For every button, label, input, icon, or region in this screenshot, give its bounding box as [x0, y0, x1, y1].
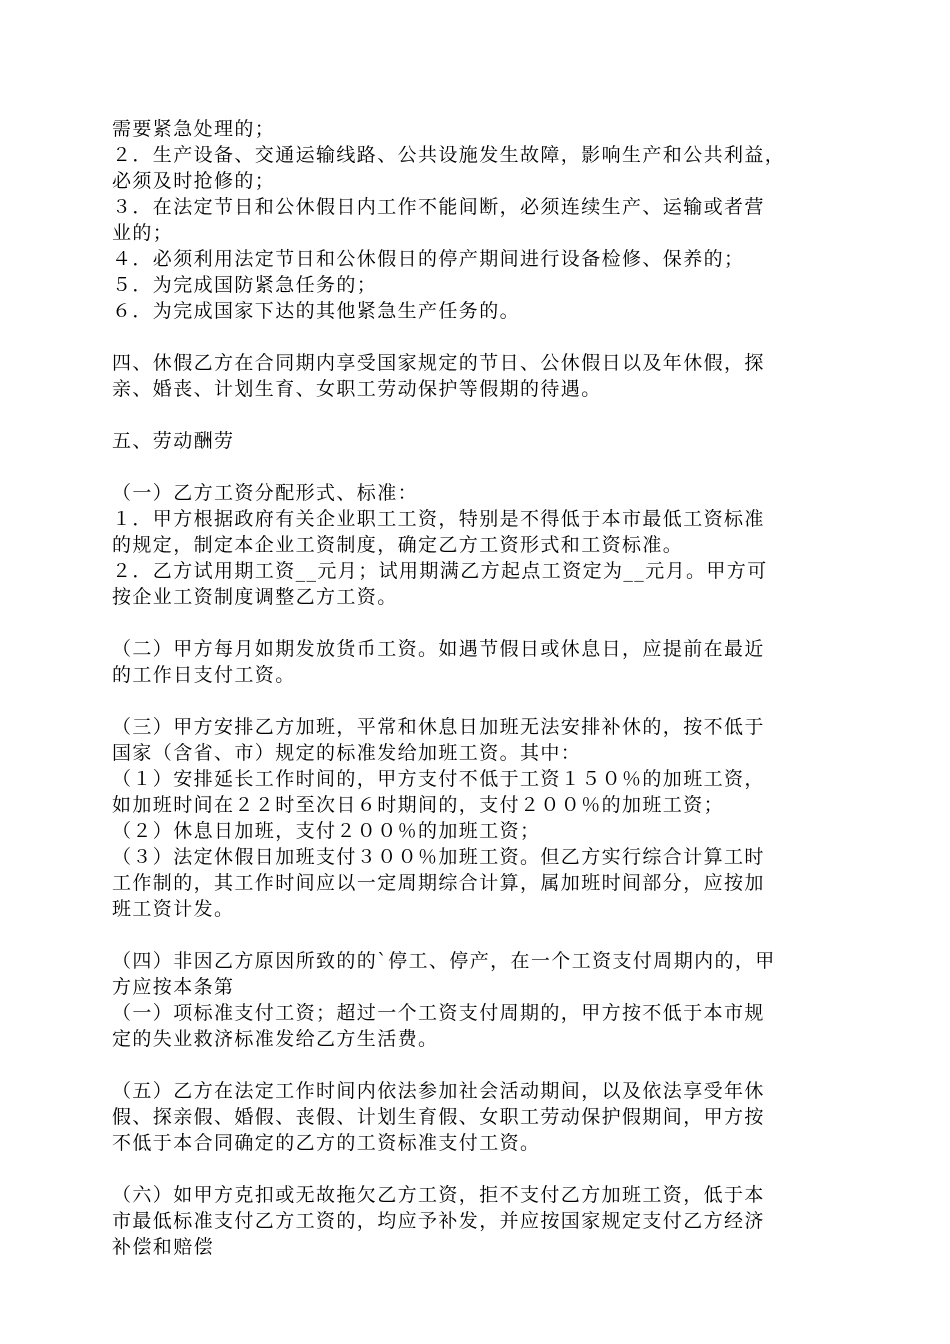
text-line: （一）乙方工资分配形式、标准：	[112, 482, 419, 504]
text-line: ３．在法定节日和公休假日内工作不能间断，必须连续生产、运输或者营	[112, 196, 765, 218]
text-line: 的工作日支付工资。	[112, 664, 296, 686]
text-line: １．甲方根据政府有关企业职工工资，特别是不得低于本市最低工资标准	[112, 508, 765, 530]
paragraph	[112, 350, 852, 402]
paragraph-gap	[112, 688, 852, 714]
paragraph-gap	[112, 1156, 852, 1182]
paragraph	[112, 1182, 852, 1260]
paragraph	[112, 948, 852, 1052]
text-line: 不低于本合同确定的乙方的工资标准支付工资。	[112, 1132, 541, 1154]
paragraph	[112, 714, 852, 922]
paragraph-gap	[112, 454, 852, 480]
paragraph	[112, 116, 852, 324]
text-line: ２．生产设备、交通运输线路、公共设施发生故障，影响生产和公共利益，	[112, 144, 786, 166]
paragraph	[112, 636, 852, 688]
text-line: 亲、婚丧、计划生育、女职工劳动保护等假期的待遇。	[112, 378, 602, 400]
text-line: 四、休假乙方在合同期内享受国家规定的节日、公休假日以及年休假，探	[112, 352, 765, 374]
text-line: 工作制的，其工作时间应以一定周期综合计算，属加班时间部分，应按加	[112, 872, 765, 894]
text-line: 需要紧急处理的；	[112, 118, 276, 140]
text-line: ２．乙方试用期工资__元月；试用期满乙方起点工资定为__元月。甲方可	[112, 560, 768, 582]
text-line: ４．必须利用法定节日和公休假日的停产期间进行设备检修、保养的；	[112, 248, 745, 270]
text-line: 业的；	[112, 222, 174, 244]
text-line: （五）乙方在法定工作时间内依法参加社会活动期间，以及依法享受年休	[112, 1080, 765, 1102]
paragraph	[112, 480, 852, 610]
text-line: 方应按本条第	[112, 976, 235, 998]
text-line: （１）安排延长工作时间的，甲方支付不低于工资１５０％的加班工资，	[112, 768, 765, 790]
text-line: 如加班时间在２２时至次日６时期间的，支付２００％的加班工资；	[112, 794, 725, 816]
paragraph-gap	[112, 1052, 852, 1078]
text-line: （三）甲方安排乙方加班，平常和休息日加班无法安排补休的，按不低于	[112, 716, 765, 738]
text-line: （３）法定休假日加班支付３００％加班工资。但乙方实行综合计算工时	[112, 846, 765, 868]
text-line: 班工资计发。	[112, 898, 235, 920]
text-line: 按企业工资制度调整乙方工资。	[112, 586, 398, 608]
paragraph-gap	[112, 324, 852, 350]
paragraph	[112, 1078, 852, 1156]
text-line: 国家（含省、市）规定的标准发给加班工资。其中：	[112, 742, 582, 764]
text-line: 市最低标准支付乙方工资的，均应予补发，并应按国家规定支付乙方经济	[112, 1210, 765, 1232]
text-line: 定的失业救济标准发给乙方生活费。	[112, 1028, 439, 1050]
text-line: 补偿和赔偿	[112, 1236, 215, 1258]
text-line: （六）如甲方克扣或无故拖欠乙方工资，拒不支付乙方加班工资，低于本	[112, 1184, 765, 1206]
text-line: 的规定，制定本企业工资制度，确定乙方工资形式和工资标准。	[112, 534, 684, 556]
paragraph-gap	[112, 610, 852, 636]
paragraph	[112, 428, 852, 454]
document-body	[112, 116, 852, 1260]
text-line: （一）项标准支付工资；超过一个工资支付周期的，甲方按不低于本市规	[112, 1002, 765, 1024]
text-line: （四）非因乙方原因所致的的`停工、停产，在一个工资支付周期内的，甲	[112, 950, 776, 972]
text-line: 假、探亲假、婚假、丧假、计划生育假、女职工劳动保护假期间，甲方按	[112, 1106, 765, 1128]
paragraph-gap	[112, 922, 852, 948]
text-line: 必须及时抢修的；	[112, 170, 276, 192]
text-line: ５．为完成国防紧急任务的；	[112, 274, 378, 296]
text-line: （二）甲方每月如期发放货币工资。如遇节假日或休息日，应提前在最近	[112, 638, 765, 660]
text-line: ６．为完成国家下达的其他紧急生产任务的。	[112, 300, 521, 322]
text-line: 五、劳动酬劳	[112, 430, 235, 452]
text-line: （２）休息日加班，支付２００％的加班工资；	[112, 820, 541, 842]
paragraph-gap	[112, 402, 852, 428]
